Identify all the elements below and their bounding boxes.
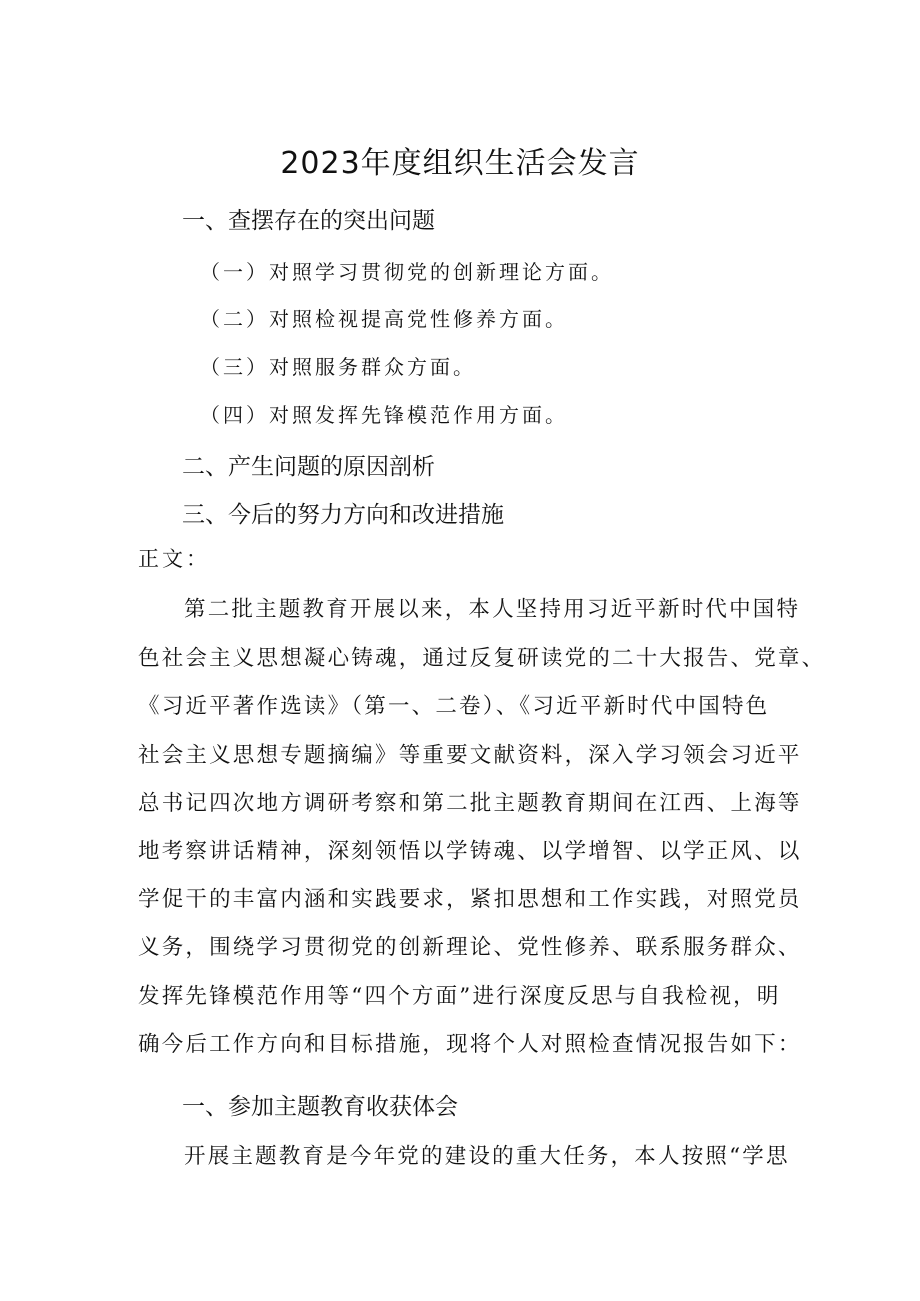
body-label: 正文：	[138, 547, 210, 571]
outline-section-2: 二、产生问题的原因剖析	[182, 454, 435, 480]
outline-item-4: （四）对照发挥先锋模范作用方面。	[200, 403, 568, 427]
paragraph-line: 《习近平著作选读》（第一、二卷）、《习近平新时代中国特色	[138, 694, 770, 719]
paragraph-line: 色社会主义思想凝心铸魂，通过反复研读党的二十大报告、党章、	[138, 646, 826, 671]
outline-item-3: （三）对照服务群众方面。	[200, 355, 476, 379]
paragraph-line: 确今后工作方向和目标措施，现将个人对照检查情况报告如下：	[138, 1032, 802, 1057]
section-heading: 一、参加主题教育收获体会	[182, 1094, 458, 1120]
paragraph-line: 第二批主题教育开展以来，本人坚持用习近平新时代中国特	[184, 597, 801, 622]
outline-item-2: （二）对照检视提高党性修养方面。	[200, 307, 568, 331]
outline-section-3: 三、今后的努力方向和改进措施	[182, 502, 504, 528]
paragraph-line: 开展主题教育是今年党的建设的重大任务，本人按照“学思	[184, 1144, 790, 1169]
paragraph-line: 地考察讲话精神，深刻领悟以学铸魂、以学增智、以学正风、以	[138, 839, 802, 864]
outline-section-1: 一、查摆存在的突出问题	[182, 208, 435, 234]
paragraph-line: 总书记四次地方调研考察和第二批主题教育期间在江西、上海等	[138, 791, 802, 816]
outline-item-1: （一）对照学习贯彻党的创新理论方面。	[200, 260, 614, 284]
paragraph-line: 社会主义思想专题摘编》等重要文献资料，深入学习领会习近平	[138, 743, 802, 768]
paragraph-line: 学促干的丰富内涵和实践要求，紧扣思想和工作实践，对照党员	[138, 887, 802, 912]
document-title: 2023年度组织生活会发言	[280, 146, 640, 181]
paragraph-line: 义务，围绕学习贯彻党的创新理论、党性修养、联系服务群众、	[138, 935, 802, 960]
paragraph-line: 发挥先锋模范作用等“四个方面”进行深度反思与自我检视，明	[138, 984, 781, 1009]
